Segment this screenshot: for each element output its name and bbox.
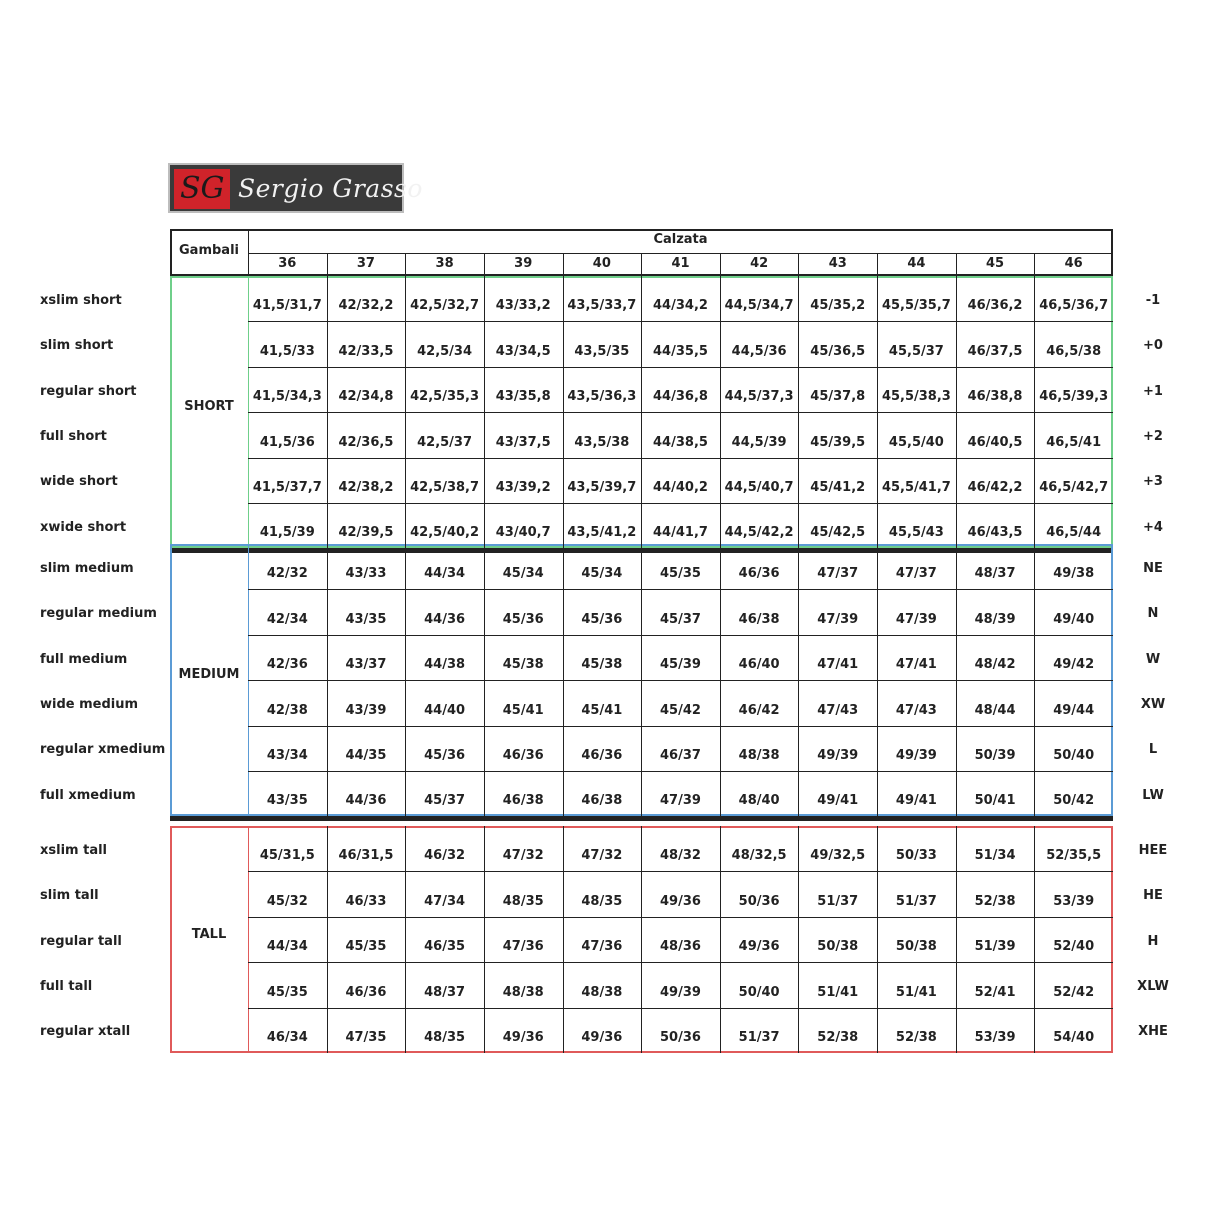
group-name-tall: TALL bbox=[191, 926, 227, 942]
col-divider bbox=[405, 276, 406, 548]
size-header-46: 46 bbox=[1064, 256, 1083, 271]
row-label: full medium bbox=[40, 651, 128, 667]
cell-value: 46/36 bbox=[345, 984, 387, 1000]
cell-value: 45/35 bbox=[660, 566, 701, 582]
col-divider bbox=[563, 544, 564, 816]
col-divider bbox=[641, 826, 642, 1053]
cell-value: 49/36 bbox=[738, 939, 780, 955]
col-divider bbox=[327, 276, 328, 548]
cell-value: 48/32 bbox=[660, 848, 701, 864]
cell-value: 42/38,2 bbox=[338, 480, 394, 495]
row-label: regular xtall bbox=[40, 1024, 131, 1040]
cell-value: 49/39 bbox=[817, 748, 859, 763]
group-name-medium: MEDIUM bbox=[178, 667, 240, 683]
cell-value: 47/39 bbox=[817, 611, 859, 627]
row-code: HE bbox=[1143, 888, 1163, 904]
cell-value: 46/33 bbox=[345, 893, 387, 909]
cell-value: 46/38 bbox=[738, 611, 780, 627]
cell-value: 45/35 bbox=[266, 984, 308, 1000]
cell-value: 43/33,2 bbox=[495, 298, 551, 314]
cell-value: 43/35 bbox=[345, 611, 387, 627]
cell-value: 49/41 bbox=[895, 793, 937, 809]
cell-value: 46/36,2 bbox=[967, 298, 1023, 314]
cell-value: 47/37 bbox=[895, 566, 937, 582]
cell-value: 51/37 bbox=[738, 1030, 780, 1045]
cell-value: 50/36 bbox=[660, 1030, 701, 1045]
cell-value: 45/38 bbox=[581, 657, 623, 673]
row-label: wide medium bbox=[40, 696, 139, 712]
col-divider bbox=[327, 826, 328, 1053]
cell-value: 50/40 bbox=[738, 984, 780, 1000]
cell-value: 47/39 bbox=[895, 611, 937, 627]
col-divider bbox=[1034, 826, 1035, 1053]
cell-value: 49/42 bbox=[1053, 657, 1095, 673]
cell-value: 46,5/44 bbox=[1046, 525, 1102, 541]
row-divider bbox=[248, 321, 1113, 322]
cell-value: 48/39 bbox=[974, 611, 1016, 627]
size-header-45: 45 bbox=[985, 256, 1005, 271]
cell-value: 45/34 bbox=[581, 566, 623, 582]
group-separator bbox=[170, 816, 1113, 821]
cell-value: 42/34,8 bbox=[338, 389, 394, 405]
row-divider bbox=[248, 635, 1113, 636]
row-label: regular short bbox=[40, 383, 137, 399]
cell-value: 42,5/34 bbox=[417, 343, 473, 359]
size-col-divider bbox=[641, 253, 642, 276]
cell-value: 49/39 bbox=[895, 748, 937, 763]
cell-value: 44/38,5 bbox=[653, 434, 708, 450]
cell-value: 46,5/42,7 bbox=[1039, 480, 1109, 495]
row-label: xslim short bbox=[40, 292, 122, 308]
cell-value: 45/41,2 bbox=[810, 480, 866, 495]
calzata-label: Calzata bbox=[653, 232, 708, 247]
cell-value: 49/40 bbox=[1053, 611, 1095, 627]
col-divider bbox=[956, 826, 957, 1053]
size-col-divider bbox=[405, 253, 406, 276]
logo-mark bbox=[174, 169, 230, 209]
row-code: HEE bbox=[1138, 842, 1168, 858]
cell-value: 43/39 bbox=[345, 702, 387, 718]
cell-value: 52/38 bbox=[974, 893, 1016, 909]
col-divider bbox=[563, 276, 564, 548]
cell-value: 44/36,8 bbox=[653, 389, 708, 405]
cell-value: 53/39 bbox=[1053, 893, 1095, 909]
cell-value: 53/39 bbox=[974, 1030, 1016, 1045]
logo-text: Sergio Grasso bbox=[238, 174, 423, 203]
row-label: full short bbox=[40, 428, 107, 444]
cell-value: 48/40 bbox=[738, 793, 780, 809]
col-divider bbox=[720, 276, 721, 548]
cell-value: 48/36 bbox=[660, 939, 701, 955]
col-divider bbox=[720, 826, 721, 1053]
size-col-divider bbox=[956, 253, 957, 276]
cell-value: 41,5/34,3 bbox=[252, 389, 322, 405]
row-code: +3 bbox=[1143, 474, 1163, 490]
cell-value: 46/37 bbox=[660, 748, 701, 763]
cell-value: 48/42 bbox=[974, 657, 1016, 673]
cell-value: 46,5/41 bbox=[1046, 434, 1102, 450]
cell-value: 47/41 bbox=[895, 657, 937, 673]
cell-value: 43,5/38 bbox=[574, 434, 630, 450]
row-label: xwide short bbox=[40, 519, 127, 535]
cell-value: 41,5/36 bbox=[259, 434, 315, 450]
row-divider bbox=[248, 680, 1113, 681]
cell-value: 51/34 bbox=[974, 848, 1016, 864]
col-divider bbox=[484, 276, 485, 548]
col-divider bbox=[877, 276, 878, 548]
cell-value: 46/36 bbox=[581, 748, 623, 763]
cell-value: 48/38 bbox=[581, 984, 623, 1000]
cell-value: 48/38 bbox=[502, 984, 544, 1000]
brand-logo bbox=[168, 163, 423, 213]
cell-value: 45,5/38,3 bbox=[881, 389, 951, 405]
col-divider bbox=[405, 826, 406, 1053]
col-divider bbox=[956, 544, 957, 816]
row-code: N bbox=[1147, 606, 1159, 622]
cell-value: 45,5/35,7 bbox=[881, 298, 951, 314]
row-code: +2 bbox=[1143, 428, 1163, 444]
cell-value: 42,5/37 bbox=[417, 434, 473, 450]
col-divider bbox=[327, 544, 328, 816]
cell-value: 50/41 bbox=[974, 793, 1016, 809]
cell-value: 52/42 bbox=[1053, 984, 1095, 1000]
row-code: XW bbox=[1140, 696, 1166, 712]
row-label: xslim tall bbox=[40, 842, 108, 858]
cell-value: 46,5/38 bbox=[1046, 343, 1102, 359]
cell-value: 43,5/33,7 bbox=[567, 298, 637, 314]
cell-value: 50/36 bbox=[738, 893, 780, 909]
cell-value: 47/36 bbox=[502, 939, 544, 955]
size-header-43: 43 bbox=[828, 256, 847, 271]
gambali-label: Gambali bbox=[179, 243, 239, 258]
cell-value: 46/37,5 bbox=[967, 343, 1023, 359]
cell-value: 45/36 bbox=[502, 611, 544, 627]
row-divider bbox=[248, 412, 1113, 413]
cell-value: 44,5/40,7 bbox=[724, 480, 794, 495]
cell-value: 42/32 bbox=[266, 566, 308, 582]
cell-value: 48/38 bbox=[738, 748, 780, 763]
row-divider bbox=[248, 726, 1113, 727]
cell-value: 44,5/36 bbox=[731, 343, 787, 359]
row-code: -1 bbox=[1145, 292, 1161, 308]
cell-value: 44/40 bbox=[424, 702, 466, 718]
cell-value: 46/40 bbox=[738, 657, 780, 673]
row-code: W bbox=[1145, 651, 1161, 667]
cell-value: 45/42 bbox=[660, 702, 701, 718]
col-divider bbox=[720, 544, 721, 816]
cell-value: 47/43 bbox=[895, 702, 937, 718]
cell-value: 45,5/40 bbox=[888, 434, 944, 450]
cell-value: 49/32,5 bbox=[810, 848, 866, 864]
cell-value: 44/34 bbox=[424, 566, 466, 582]
size-col-divider bbox=[798, 253, 799, 276]
size-header-41: 41 bbox=[671, 256, 690, 271]
row-code: +1 bbox=[1143, 383, 1163, 399]
cell-value: 42/39,5 bbox=[338, 525, 394, 541]
row-label: regular xmedium bbox=[40, 742, 166, 758]
col-divider bbox=[1034, 276, 1035, 548]
cell-value: 46/32 bbox=[424, 848, 466, 864]
cell-value: 42,5/40,2 bbox=[410, 525, 480, 541]
row-label: wide short bbox=[40, 474, 118, 490]
cell-value: 42/32,2 bbox=[338, 298, 394, 314]
col-divider bbox=[798, 544, 799, 816]
col-divider bbox=[956, 276, 957, 548]
cell-value: 44/36 bbox=[345, 793, 387, 809]
col-divider bbox=[484, 544, 485, 816]
group-name-short: SHORT bbox=[184, 399, 234, 415]
cell-value: 42/36 bbox=[266, 657, 308, 673]
row-divider bbox=[248, 1008, 1113, 1009]
cell-value: 52/38 bbox=[895, 1030, 937, 1045]
cell-value: 49/36 bbox=[502, 1030, 544, 1045]
size-header-39: 39 bbox=[514, 256, 533, 271]
cell-value: 41,5/33 bbox=[259, 343, 315, 359]
cell-value: 43,5/39,7 bbox=[567, 480, 637, 495]
cell-value: 47/35 bbox=[345, 1030, 387, 1045]
cell-value: 48/35 bbox=[502, 893, 544, 909]
size-header-44: 44 bbox=[907, 256, 926, 271]
cell-value: 49/44 bbox=[1053, 702, 1095, 718]
cell-value: 50/39 bbox=[974, 748, 1016, 763]
row-label: regular tall bbox=[40, 933, 122, 949]
cell-value: 45/36,5 bbox=[810, 343, 866, 359]
size-col-divider bbox=[327, 253, 328, 276]
cell-value: 54/40 bbox=[1053, 1030, 1095, 1045]
cell-value: 42,5/38,7 bbox=[410, 480, 480, 495]
cell-value: 42/38 bbox=[266, 702, 308, 718]
cell-value: 47/43 bbox=[817, 702, 859, 718]
cell-value: 45/38 bbox=[502, 657, 544, 673]
cell-value: 49/36 bbox=[660, 893, 701, 909]
size-col-divider bbox=[563, 253, 564, 276]
row-code: H bbox=[1147, 933, 1159, 949]
cell-value: 46/36 bbox=[502, 748, 544, 763]
cell-value: 46/38,8 bbox=[967, 389, 1023, 405]
cell-value: 48/44 bbox=[974, 702, 1016, 718]
cell-value: 46,5/39,3 bbox=[1039, 389, 1109, 405]
cell-value: 46/35 bbox=[424, 939, 466, 955]
cell-value: 44/35,5 bbox=[653, 343, 708, 359]
row-divider bbox=[248, 771, 1113, 772]
cell-value: 47/36 bbox=[581, 939, 623, 955]
logo-mark-glyph: SG bbox=[180, 171, 225, 206]
cell-value: 51/37 bbox=[895, 893, 937, 909]
cell-value: 49/41 bbox=[817, 793, 859, 809]
cell-value: 46/43,5 bbox=[967, 525, 1023, 541]
cell-value: 42/33,5 bbox=[338, 343, 394, 359]
cell-value: 45/37 bbox=[424, 793, 466, 809]
col-divider bbox=[641, 544, 642, 816]
cell-value: 46/36 bbox=[738, 566, 780, 582]
cell-value: 46/38 bbox=[502, 793, 544, 809]
cell-value: 52/35,5 bbox=[1046, 848, 1102, 864]
size-header-36: 36 bbox=[278, 256, 297, 271]
col-divider bbox=[798, 826, 799, 1053]
cell-value: 43,5/35 bbox=[574, 343, 630, 359]
col-divider bbox=[484, 826, 485, 1053]
cell-value: 44/41,7 bbox=[653, 525, 708, 541]
cell-value: 45,5/37 bbox=[888, 343, 944, 359]
size-col-divider bbox=[1034, 253, 1035, 276]
cell-value: 45/41 bbox=[502, 702, 544, 718]
cell-value: 43,5/41,2 bbox=[567, 525, 637, 541]
col-divider bbox=[641, 276, 642, 548]
row-label: full xmedium bbox=[40, 787, 136, 803]
cell-value: 46/34 bbox=[266, 1030, 308, 1045]
cell-value: 45/39 bbox=[660, 657, 701, 673]
row-label: slim short bbox=[40, 338, 114, 354]
cell-value: 50/38 bbox=[817, 939, 859, 955]
row-label: full tall bbox=[40, 978, 93, 994]
cell-value: 48/35 bbox=[581, 893, 623, 909]
row-code: +4 bbox=[1143, 519, 1163, 535]
row-divider bbox=[248, 917, 1113, 918]
cell-value: 45/35,2 bbox=[810, 298, 866, 314]
cell-value: 44/36 bbox=[424, 611, 466, 627]
cell-value: 43/34 bbox=[266, 748, 308, 763]
cell-value: 44,5/42,2 bbox=[724, 525, 794, 541]
cell-value: 45/37 bbox=[660, 611, 701, 627]
cell-value: 52/41 bbox=[974, 984, 1016, 1000]
row-code: NE bbox=[1143, 560, 1163, 576]
cell-value: 46/40,5 bbox=[967, 434, 1023, 450]
cell-value: 46/42 bbox=[738, 702, 780, 718]
cell-value: 43,5/36,3 bbox=[567, 389, 637, 405]
cell-value: 45/41 bbox=[581, 702, 623, 718]
cell-value: 52/40 bbox=[1053, 939, 1095, 955]
header-midline bbox=[248, 253, 1113, 254]
row-divider bbox=[248, 458, 1113, 459]
cell-value: 46,5/36,7 bbox=[1039, 298, 1109, 314]
row-divider bbox=[248, 367, 1113, 368]
size-col-divider bbox=[877, 253, 878, 276]
cell-value: 42,5/32,7 bbox=[410, 298, 480, 314]
cell-value: 51/37 bbox=[817, 893, 859, 909]
cell-value: 45/34 bbox=[502, 566, 544, 582]
row-code: LW bbox=[1142, 787, 1164, 803]
cell-value: 44/34,2 bbox=[653, 298, 708, 314]
row-code: XLW bbox=[1137, 978, 1169, 994]
cell-value: 43/37,5 bbox=[495, 434, 551, 450]
cell-value: 43/39,2 bbox=[495, 480, 551, 495]
cell-value: 41,5/31,7 bbox=[252, 298, 322, 314]
cell-value: 45/36 bbox=[424, 748, 466, 763]
cell-value: 52/38 bbox=[817, 1030, 859, 1045]
size-header-38: 38 bbox=[435, 256, 454, 271]
cell-value: 47/34 bbox=[424, 893, 466, 909]
row-divider bbox=[248, 503, 1113, 504]
cell-value: 45/39,5 bbox=[810, 434, 866, 450]
cell-value: 47/41 bbox=[817, 657, 859, 673]
cell-value: 47/39 bbox=[660, 793, 701, 809]
cell-value: 42/36,5 bbox=[338, 434, 394, 450]
cell-value: 43/37 bbox=[345, 657, 387, 673]
cell-value: 47/32 bbox=[502, 848, 544, 864]
cell-value: 45/37,8 bbox=[810, 389, 866, 405]
cell-value: 47/37 bbox=[817, 566, 859, 582]
cell-value: 44,5/39 bbox=[731, 434, 787, 450]
cell-value: 46/31,5 bbox=[338, 848, 394, 864]
size-header-37: 37 bbox=[356, 256, 375, 271]
row-label: slim tall bbox=[40, 888, 99, 904]
col-divider bbox=[877, 544, 878, 816]
cell-value: 48/37 bbox=[974, 566, 1016, 582]
row-code: XHE bbox=[1138, 1024, 1168, 1040]
cell-value: 49/38 bbox=[1053, 566, 1095, 582]
cell-value: 44/34 bbox=[266, 939, 308, 955]
cell-value: 44,5/37,3 bbox=[724, 389, 794, 405]
cell-value: 43/35 bbox=[266, 793, 308, 809]
cell-value: 51/41 bbox=[895, 984, 937, 1000]
cell-value: 45,5/43 bbox=[888, 525, 944, 541]
cell-value: 46/38 bbox=[581, 793, 623, 809]
cell-value: 44/40,2 bbox=[653, 480, 708, 495]
cell-value: 44/38 bbox=[424, 657, 466, 673]
cell-value: 45/32 bbox=[266, 893, 308, 909]
size-col-divider bbox=[720, 253, 721, 276]
cell-value: 48/37 bbox=[424, 984, 466, 1000]
cell-value: 46/42,2 bbox=[967, 480, 1023, 495]
cell-value: 45/35 bbox=[345, 939, 387, 955]
cell-value: 51/39 bbox=[974, 939, 1016, 955]
cell-value: 48/32,5 bbox=[731, 848, 787, 864]
cell-value: 50/38 bbox=[895, 939, 937, 955]
row-divider bbox=[248, 871, 1113, 872]
size-header-40: 40 bbox=[592, 256, 611, 271]
size-col-divider bbox=[484, 253, 485, 276]
cell-value: 47/32 bbox=[581, 848, 623, 864]
row-code: L bbox=[1148, 742, 1158, 758]
cell-value: 41,5/37,7 bbox=[252, 480, 322, 495]
cell-value: 43/40,7 bbox=[495, 525, 551, 541]
cell-value: 45/42,5 bbox=[810, 525, 866, 541]
cell-value: 50/42 bbox=[1053, 793, 1095, 809]
cell-value: 45/31,5 bbox=[259, 848, 315, 864]
cell-value: 44/35 bbox=[345, 748, 387, 763]
row-code: +0 bbox=[1143, 338, 1163, 354]
cell-value: 49/36 bbox=[581, 1030, 623, 1045]
col-divider bbox=[798, 276, 799, 548]
cell-value: 51/41 bbox=[817, 984, 859, 1000]
cell-value: 41,5/39 bbox=[259, 525, 315, 541]
cell-value: 45,5/41,7 bbox=[881, 480, 951, 495]
row-divider bbox=[248, 589, 1113, 590]
col-divider bbox=[877, 826, 878, 1053]
cell-value: 45/36 bbox=[581, 611, 623, 627]
col-divider bbox=[563, 826, 564, 1053]
row-label: regular medium bbox=[40, 606, 157, 622]
cell-value: 43/35,8 bbox=[495, 389, 551, 405]
cell-value: 50/33 bbox=[895, 848, 937, 864]
cell-value: 43/34,5 bbox=[495, 343, 551, 359]
col-divider bbox=[405, 544, 406, 816]
row-label: slim medium bbox=[40, 560, 134, 576]
size-header-42: 42 bbox=[750, 256, 769, 271]
col-divider bbox=[1034, 544, 1035, 816]
cell-value: 42,5/35,3 bbox=[410, 389, 480, 405]
cell-value: 44,5/34,7 bbox=[724, 298, 794, 314]
cell-value: 42/34 bbox=[266, 611, 308, 627]
row-divider bbox=[248, 962, 1113, 963]
cell-value: 43/33 bbox=[345, 566, 387, 582]
cell-value: 48/35 bbox=[424, 1030, 466, 1045]
cell-value: 49/39 bbox=[660, 984, 701, 1000]
cell-value: 50/40 bbox=[1053, 748, 1095, 763]
